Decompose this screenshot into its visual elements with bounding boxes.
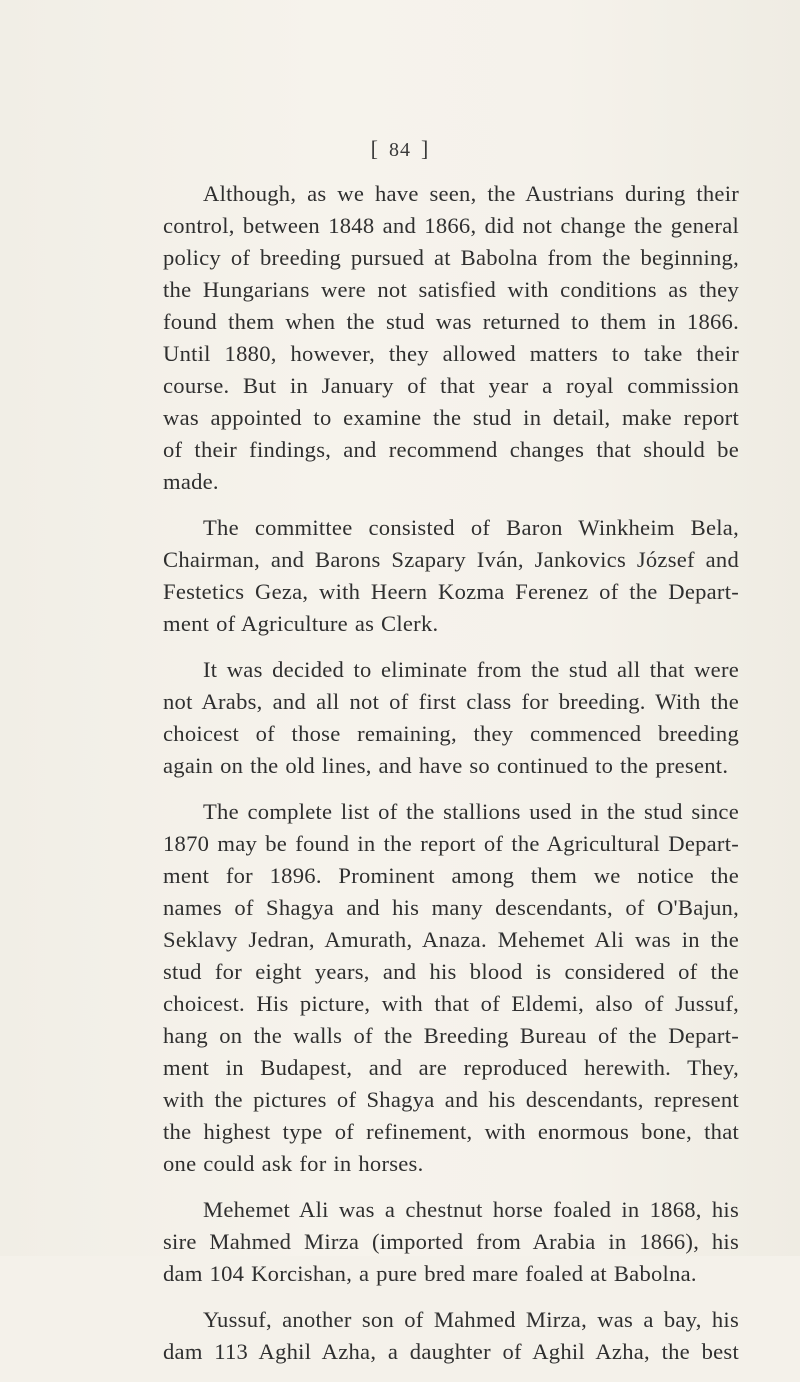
text-line: Although, as we have seen, the Austrians during their [203,181,739,206]
paragraph [163,654,739,782]
page-number [0,136,800,162]
text-line: ment in Budapest, and are reproduced herewith. They, [163,1055,739,1080]
paragraph [163,1194,739,1290]
bracket-close: ] [421,136,430,161]
text-line: The committee consisted of Baron Winkheim Bela, [203,515,739,540]
bracket-open: [ [370,136,379,161]
text-line: Festetics Geza, with Heern Kozma Ferenez of the Depart- [163,579,739,604]
text-line: again on the old lines, and have so continued to the present. [163,753,729,778]
text-line: not Arabs, and all not of first class for breeding. With the [163,689,739,714]
text-line: was appointed to examine the stud in detail, make report [163,405,739,430]
text-line: with the pictures of Shagya and his descendants, represent [163,1087,739,1112]
text-line: Until 1880, however, they allowed matters to take their [163,341,739,366]
text-line: 1870 may be found in the report of the Agricultural Depart- [163,831,739,856]
text-line: of their findings, and recommend changes that should be [163,437,739,462]
text-line: dam 104 Korcishan, a pure bred mare foaled at Babolna. [163,1261,697,1286]
text-line: ment of Agriculture as Clerk. [163,611,439,636]
paragraph [163,796,739,1180]
text-line: Chairman, and Barons Szapary Iván, Jankovics József and [163,547,739,572]
text-line: hang on the walls of the Breeding Bureau of the Depart- [163,1023,739,1048]
text-line: the highest type of refinement, with enormous bone, that [163,1119,739,1144]
text-line: It was decided to eliminate from the stud all that were [203,657,739,682]
text-line: The complete list of the stallions used in the stud since [203,799,739,824]
text-line: course. But in January of that year a royal commission [163,373,739,398]
text-line: control, between 1848 and 1866, did not change the general [163,213,739,238]
text-line: one could ask for in horses. [163,1151,424,1176]
text-line: choicest. His picture, with that of Eldemi, also of Jussuf, [163,991,739,1016]
paragraph [163,1304,739,1368]
text-line: choicest of those remaining, they commenced breeding [163,721,739,746]
paragraph [163,178,739,498]
text-line: names of Shagya and his many descendants, of O'Bajun, [163,895,739,920]
text-line: made. [163,469,219,494]
paragraph [163,512,739,640]
text-line: Yussuf, another son of Mahmed Mirza, was a bay, his [203,1307,739,1332]
text-line: dam 113 Aghil Azha, a daughter of Aghil Azha, the best [163,1339,739,1364]
text-line: ment for 1896. Prominent among them we notice the [163,863,739,888]
text-line: policy of breeding pursued at Babolna from the beginning, [163,245,739,270]
text-line: Mehemet Ali was a chestnut horse foaled in 1868, his [203,1197,739,1222]
text-line: found them when the stud was returned to them in 1866. [163,309,739,334]
text-line: Seklavy Jedran, Amurath, Anaza. Mehemet Ali was in the [163,927,739,952]
body-text [163,178,739,1382]
page-number-value: 84 [389,139,411,161]
text-line: the Hungarians were not satisfied with conditions as they [163,277,739,302]
text-line: sire Mahmed Mirza (imported from Arabia in 1866), his [163,1229,739,1254]
text-line: stud for eight years, and his blood is considered of the [163,959,739,984]
